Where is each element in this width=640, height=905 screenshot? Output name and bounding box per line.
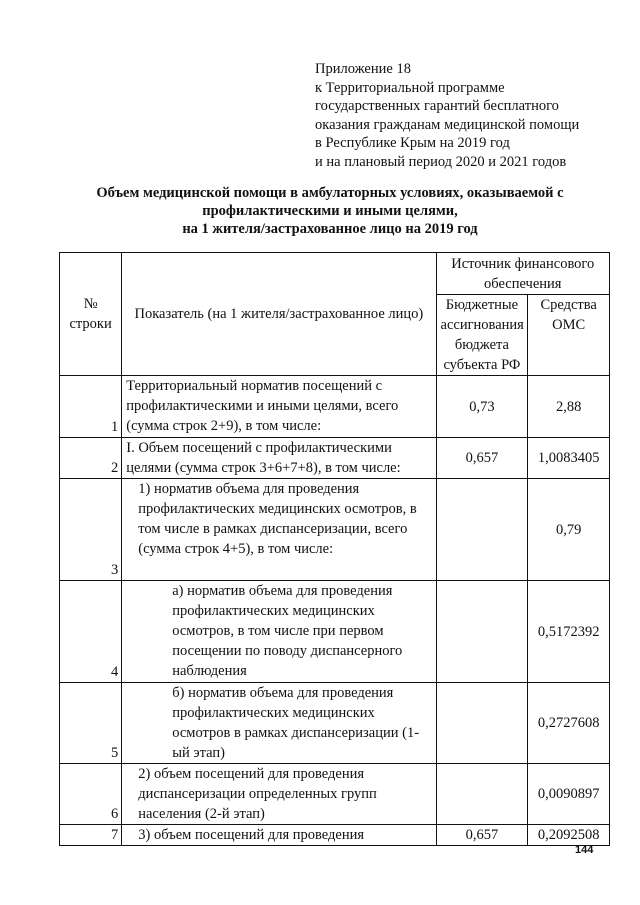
- row-number: 7: [60, 825, 122, 846]
- title-line: Объем медицинской помощи в амбулаторных условиях, оказываемой с: [96, 185, 564, 201]
- row-indicator: Территориальный норматив посещений с профилактическими и иными целями, всего (сумма строк 2+9), в том числе:: [122, 376, 436, 438]
- appendix-line: государственных гарантий бесплатного: [315, 98, 559, 114]
- row-budget-value: 0,657: [436, 825, 528, 846]
- header-indicator: Показатель (на 1 жителя/застрахованное лицо): [122, 253, 436, 376]
- table-row: [60, 376, 610, 438]
- document-title: [60, 184, 600, 238]
- row-indicator: а) норматив объема для проведения профилактических медицинских осмотров, в том числе при первом посещении по поводу диспансерного наблюдения: [122, 581, 436, 683]
- appendix-line: и на плановый период 2020 и 2021 годов: [315, 153, 567, 170]
- row-oms-value: 0,2092508: [528, 825, 610, 846]
- row-oms-value: 0,5172392: [528, 581, 610, 683]
- row-oms-value: 0,79: [528, 479, 610, 581]
- row-budget-value: [436, 764, 528, 825]
- appendix-line: в Республике Крым на 2019 год: [315, 135, 510, 151]
- title-line: на 1 жителя/застрахованное лицо на 2019 год: [182, 221, 478, 237]
- row-indicator: б) норматив объема для проведения профилактических медицинских осмотров в рамках диспансеризации (1-ый этап): [122, 683, 436, 764]
- row-budget-value: 0,657: [436, 438, 528, 479]
- header-row: [60, 253, 610, 295]
- table-row: [60, 581, 610, 683]
- appendix-line: Приложение 18: [315, 61, 411, 77]
- row-budget-value: [436, 479, 528, 581]
- row-number: 4: [60, 581, 122, 683]
- row-number: 5: [60, 683, 122, 764]
- row-number: 1: [60, 376, 122, 438]
- row-oms-value: 1,0083405: [528, 438, 610, 479]
- appendix-line: к Территориальной программе: [315, 79, 505, 96]
- table-row: [60, 479, 610, 581]
- table-row: [60, 438, 610, 479]
- row-oms-value: 0,2727608: [528, 683, 610, 764]
- row-number: 3: [60, 479, 122, 581]
- row-budget-value: [436, 581, 528, 683]
- row-budget-value: 0,73: [436, 376, 528, 438]
- page-number: 144: [575, 844, 594, 856]
- appendix-note: [315, 60, 579, 171]
- table-row: [60, 683, 610, 764]
- appendix-line: оказания гражданам медицинской помощи: [315, 116, 580, 133]
- table-row: [60, 764, 610, 825]
- title-line: профилактическими и иными целями,: [202, 203, 458, 219]
- row-oms-value: 2,88: [528, 376, 610, 438]
- header-oms: Средства ОМС: [528, 295, 610, 376]
- row-number: 6: [60, 764, 122, 825]
- header-row-number: № строки: [60, 253, 122, 376]
- row-oms-value: 0,0090897: [528, 764, 610, 825]
- table-row: [60, 825, 610, 846]
- row-number: 2: [60, 438, 122, 479]
- row-indicator: 1) норматив объема для проведения профилактических медицинских осмотров, в том числе в рамках диспансеризации, всего (сумма строк 4+5), в том числе:: [122, 479, 436, 581]
- header-funding-source: Источник финансового обеспечения: [436, 253, 609, 295]
- header-budget: Бюджетные ассигнования бюджета субъекта РФ: [436, 295, 528, 376]
- volume-table: [59, 252, 610, 846]
- row-indicator: I. Объем посещений с профилактическими целями (сумма строк 3+6+7+8), в том числе:: [122, 438, 436, 479]
- row-indicator: 3) объем посещений для проведения: [122, 825, 436, 846]
- row-budget-value: [436, 683, 528, 764]
- row-indicator: 2) объем посещений для проведения диспансеризации определенных групп населения (2-й этап): [122, 764, 436, 825]
